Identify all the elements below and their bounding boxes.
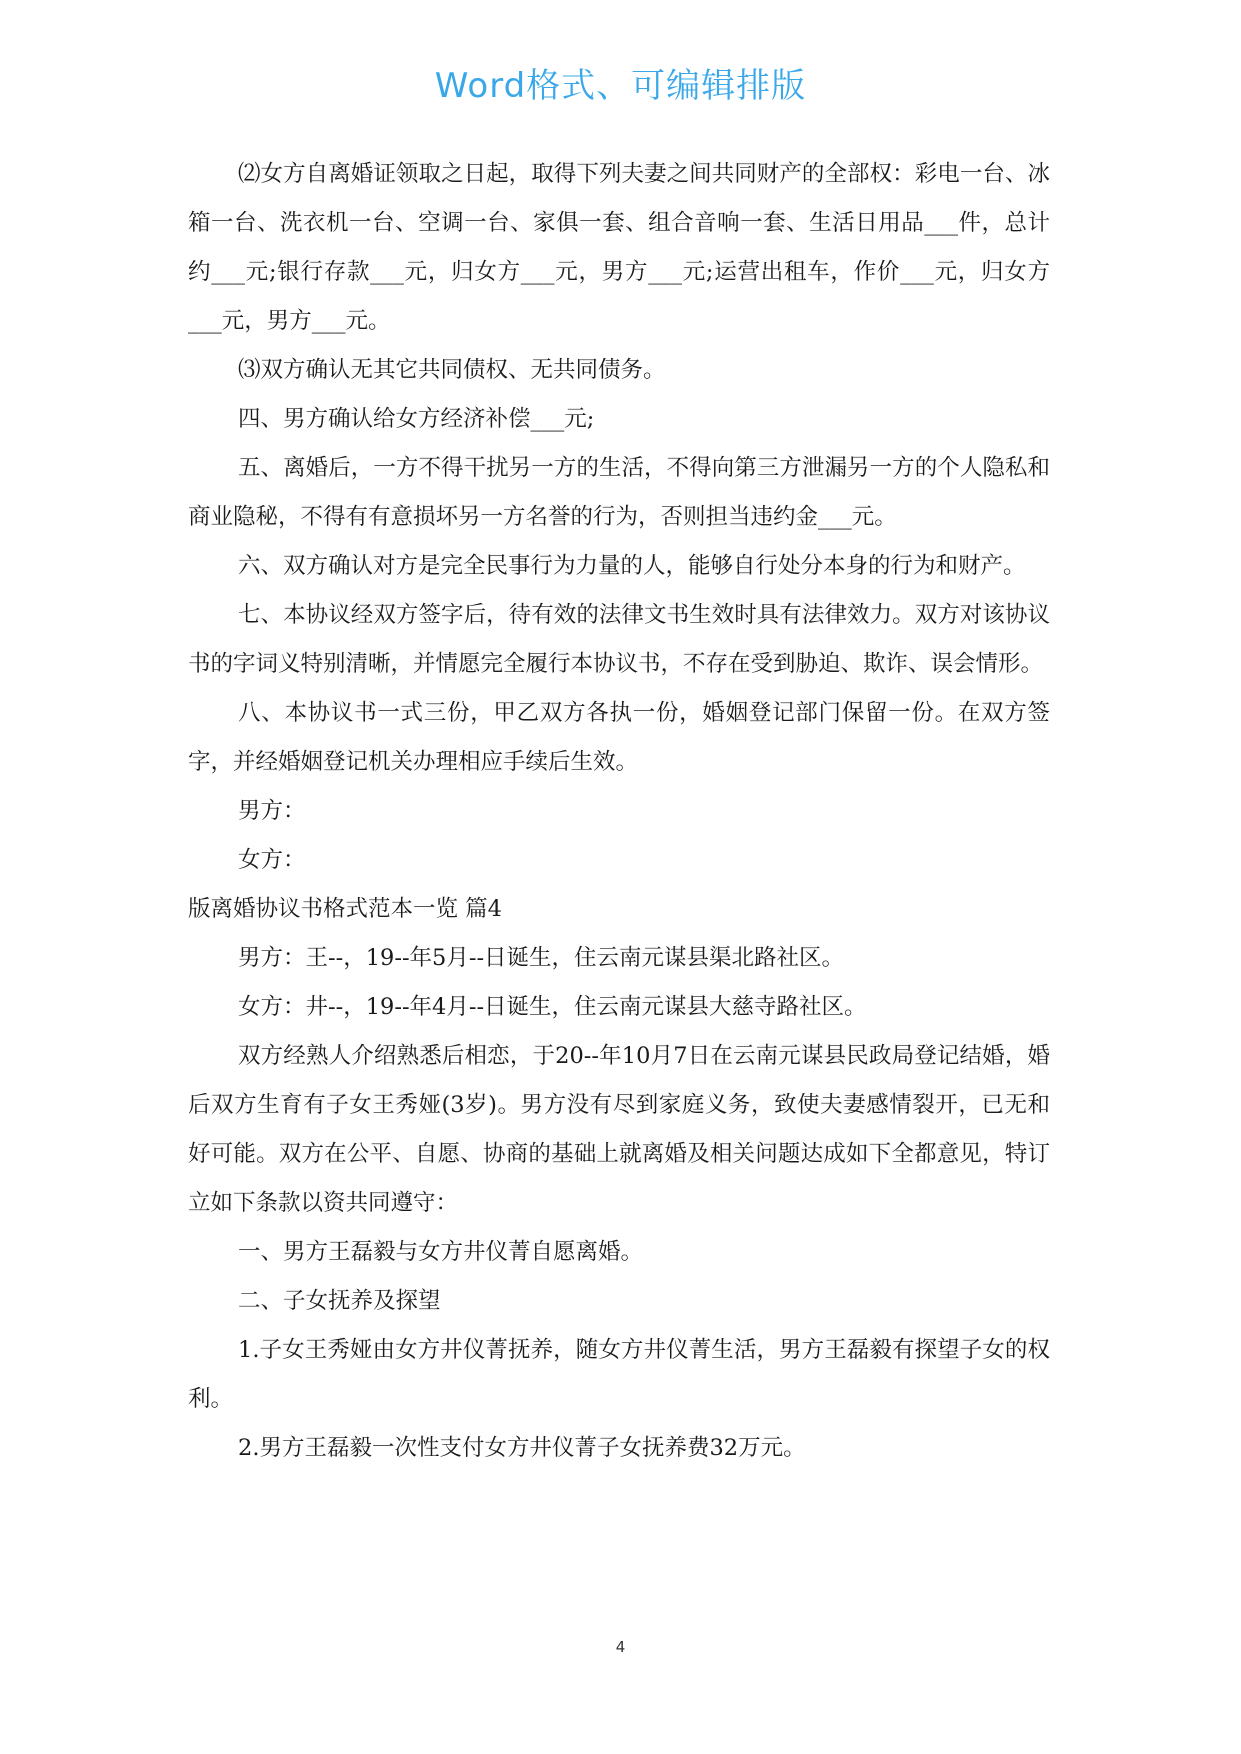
signature-line-male: 男方：: [238, 798, 306, 824]
paragraph: 六、双方确认对方是完全民事行为力量的人，能够自行处分本身的行为和财产。: [238, 553, 1026, 579]
paragraph: 一、男方王磊毅与女方井仪菁自愿离婚。: [238, 1239, 644, 1265]
paragraph: 五、离婚后，一方不得干扰另一方的生活，不得向第三方泄漏另一方的个人隐私和商业隐秘，不得有有意损坏另一方名誉的行为，否则担当违约金___元。: [188, 455, 1050, 530]
page-number: 4: [615, 1638, 626, 1656]
paragraph: 2.男方王磊毅一次性支付女方井仪菁子女抚养费32万元。: [238, 1435, 806, 1461]
paragraph: 四、男方确认给女方经济补偿___元;: [238, 406, 595, 432]
paragraph: 1.子女王秀娅由女方井仪菁抚养，随女方井仪菁生活，男方王磊毅有探望子女的权利。: [188, 1337, 1050, 1412]
paragraph: ⑶双方确认无其它共同债权、无共同债务。: [238, 357, 666, 383]
paragraph: 双方经熟人介绍熟悉后相恋，于20--年10月7日在云南元谋县民政局登记结婚，婚后双方生育有子女王秀娅(3岁)。男方没有尽到家庭义务，致使夫妻感情裂开，已无和好可能。双方在公平、自愿、协商的基础上就离婚及相关问题达成如下全都意见，特订立如下条款以资共同遵守：: [188, 1043, 1050, 1216]
document-body: [188, 150, 1050, 1473]
paragraph: 二、子女抚养及探望: [238, 1288, 441, 1314]
paragraph: 八、本协议书一式三份，甲乙双方各执一份，婚姻登记部门保留一份。在双方签字，并经婚姻登记机关办理相应手续后生效。: [188, 700, 1050, 775]
paragraph: 男方：王--，19--年5月--日诞生，住云南元谋县渠北路社区。: [238, 945, 845, 971]
document-header-title: Word格式、可编辑排版: [434, 66, 807, 106]
signature-line-female: 女方：: [238, 847, 306, 873]
paragraph: 女方：井--，19--年4月--日诞生，住云南元谋县大慈寺路社区。: [238, 994, 867, 1020]
paragraph: ⑵女方自离婚证领取之日起，取得下列夫妻之间共同财产的全部权：彩电一台、冰箱一台、洗衣机一台、空调一台、家俱一套、组合音响一套、生活日用品___件，总计约___元;银行存款___元，归女方___元，男方___元;运营出租车，作价___元，归女方___元，男方___元。: [188, 161, 1050, 334]
section-heading: 版离婚协议书格式范本一览 篇4: [188, 896, 502, 922]
paragraph: 七、本协议经双方签字后，待有效的法律文书生效时具有法律效力。双方对该协议书的字词义特别清晰，并情愿完全履行本协议书，不存在受到胁迫、欺诈、误会情形。: [188, 602, 1050, 677]
